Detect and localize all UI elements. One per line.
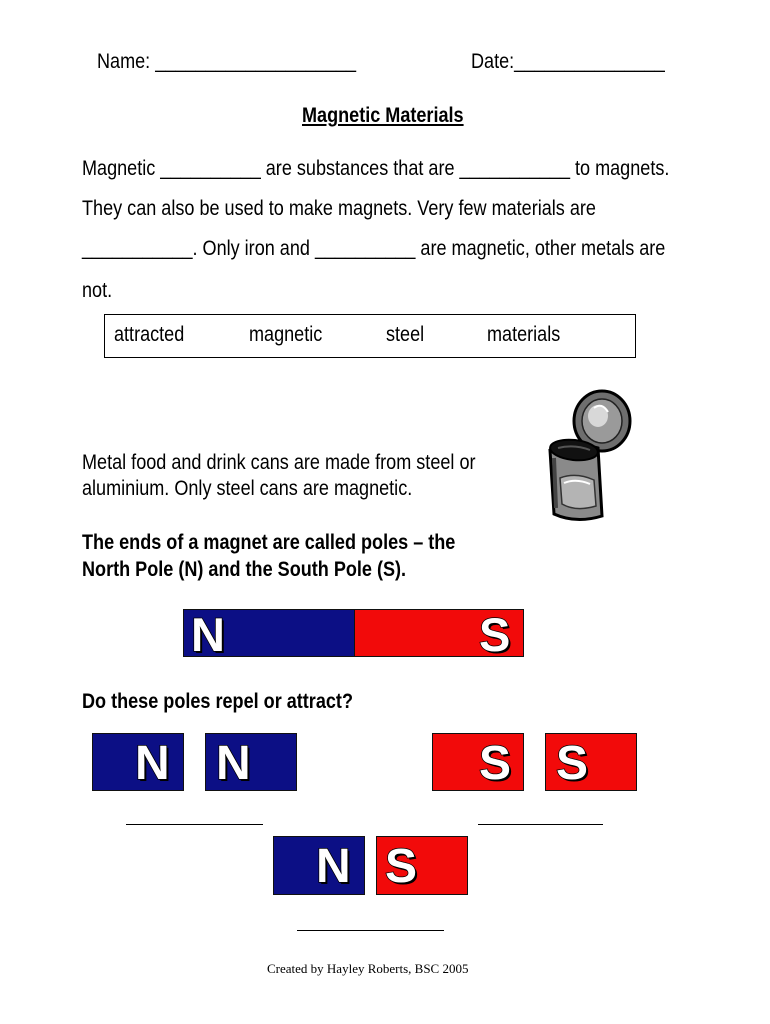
pole-letter: S xyxy=(385,840,418,893)
magnet-block-north xyxy=(205,733,297,791)
poles-text-line-1: The ends of a magnet are called poles – the xyxy=(82,531,456,554)
paragraph-line-1: Magnetic __________ are substances that are ___________ to magnets. xyxy=(82,157,670,180)
bar-magnet-south xyxy=(354,608,524,661)
bar-magnet xyxy=(183,608,524,661)
magnet-block-south xyxy=(376,836,468,895)
bar-magnet-north xyxy=(183,608,355,661)
magnet-block-south xyxy=(432,733,524,791)
date-field-label: Date:_______________ xyxy=(471,50,665,73)
name-field-label: Name: ____________________ xyxy=(97,50,357,73)
word-bank-item: materials xyxy=(487,323,561,346)
north-pole-label: N xyxy=(191,608,225,661)
tin-can-icon xyxy=(540,388,640,533)
paragraph-line-2: They can also be used to make magnets. Very few materials are xyxy=(82,197,596,220)
word-bank-item: magnetic xyxy=(249,323,323,346)
answer-line xyxy=(478,824,603,825)
pole-letter: S xyxy=(479,737,512,790)
answer-line xyxy=(297,930,444,931)
magnet-block-north xyxy=(273,836,365,895)
paragraph-line-3: ___________. Only iron and __________ are magnetic, other metals are xyxy=(82,237,666,260)
pole-letter: N xyxy=(135,737,170,790)
cans-text-line-1: Metal food and drink cans are made from steel or xyxy=(82,451,476,474)
page-title: Magnetic Materials xyxy=(302,104,464,127)
pole-letter: S xyxy=(556,737,589,790)
magnet-block-south xyxy=(545,733,637,791)
magnet-block-north xyxy=(92,733,184,791)
question-text: Do these poles repel or attract? xyxy=(82,690,353,713)
word-bank xyxy=(104,314,636,358)
word-bank-item: attracted xyxy=(114,323,185,346)
pole-letter: N xyxy=(216,737,251,790)
cans-text-line-2: aluminium. Only steel cans are magnetic. xyxy=(82,477,413,500)
paragraph-line-4: not. xyxy=(82,279,113,302)
word-bank-item: steel xyxy=(386,323,425,346)
answer-line xyxy=(126,824,263,825)
footer-credit: Created by Hayley Roberts, BSC 2005 xyxy=(267,961,469,976)
south-pole-label: S xyxy=(479,608,511,661)
pole-letter: N xyxy=(316,840,351,893)
poles-text-line-2: North Pole (N) and the South Pole (S). xyxy=(82,558,407,581)
